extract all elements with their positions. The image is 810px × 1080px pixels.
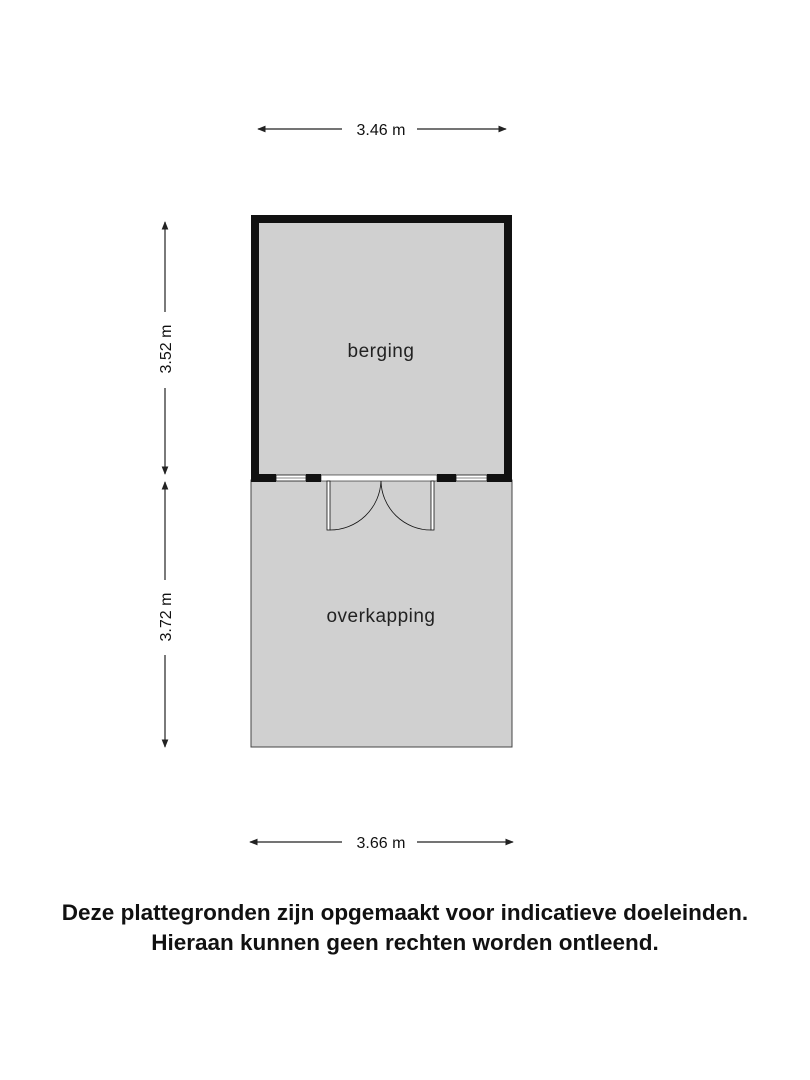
bottom-dimension	[250, 835, 513, 852]
upper-height-label: 3.52 m	[158, 324, 175, 374]
lower-height-dimension	[158, 482, 175, 747]
room-label-storage: berging	[347, 341, 415, 362]
disclaimer-line-2: Hieraan kunnen geen rechten worden ontleend.	[151, 930, 659, 955]
upper-height-dimension	[158, 222, 175, 474]
top-dimension-label: 3.46 m	[356, 122, 406, 139]
top-dimension	[258, 122, 506, 139]
lower-height-label: 3.72 m	[158, 592, 175, 642]
bottom-dimension-label: 3.66 m	[356, 835, 406, 852]
room-label-canopy: overkapping	[326, 606, 436, 627]
disclaimer-line-1: Deze plattegronden zijn opgemaakt voor indicatieve doeleinden.	[61, 900, 749, 925]
